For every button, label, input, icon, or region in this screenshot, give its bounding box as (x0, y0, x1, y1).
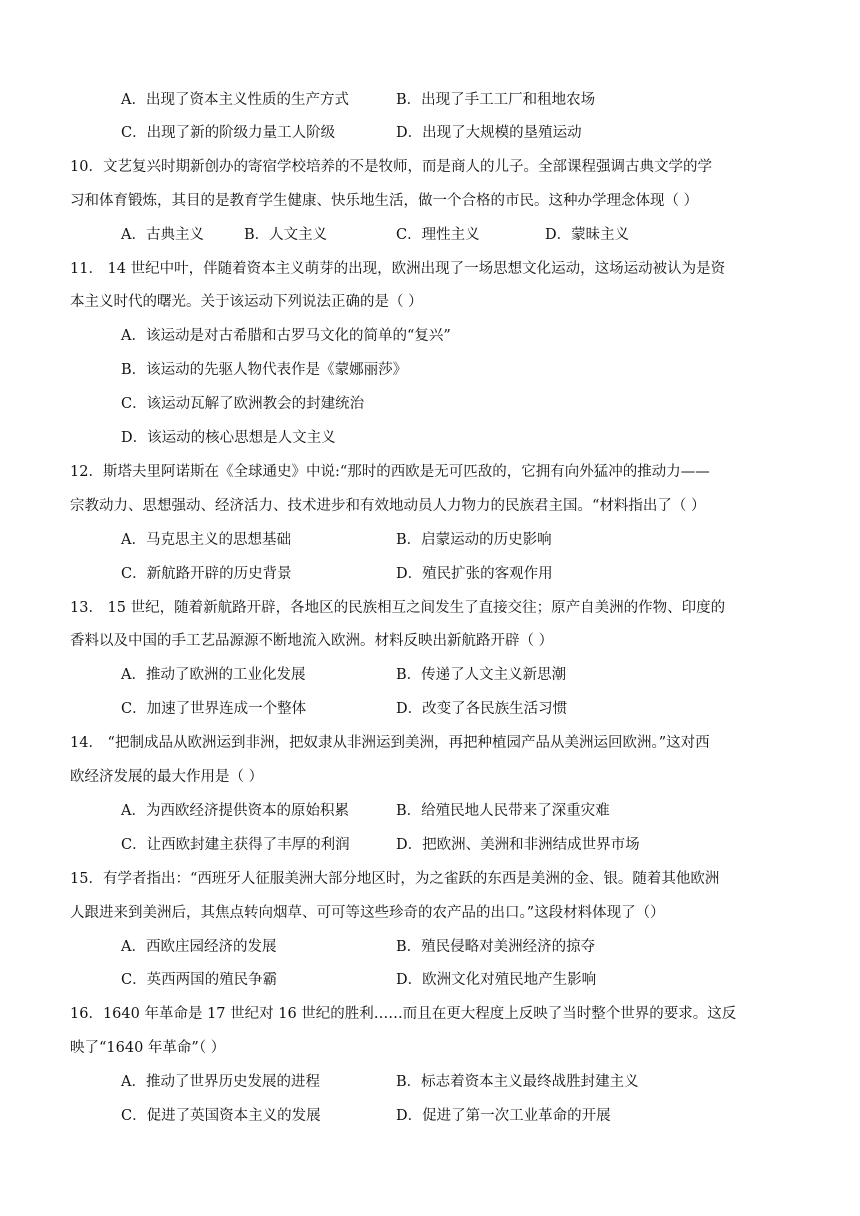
option-d: D．蒙昧主义 (545, 227, 630, 243)
question-stem-line: 13． 15 世纪，随着新航路开辟，各地区的民族相互之间发生了直接交往；原产自美洲的作物、印度的 (70, 600, 726, 616)
question-stem-line: 12．斯塔夫里阿诺斯在《全球通史》中说:“那时的西欧是无可匹敌的，它拥有向外猛冲的推动力—— (70, 464, 710, 480)
option-b: B．标志着资本主义最终战胜封建主义 (396, 1074, 639, 1090)
option-c: C．英西两国的殖民争霸 (121, 972, 278, 988)
option-b: B．传递了人文主义新思潮 (396, 667, 567, 683)
option-a: A．出现了资本主义性质的生产方式 (121, 92, 349, 108)
option-a: A．为西欧经济提供资本的原始积累 (121, 803, 349, 819)
question-stem-line: 人跟进来到美洲后，其焦点转向烟草、可可等这些珍奇的农产品的出口。”这段材料体现了（） (70, 905, 665, 921)
option-a: A．推动了欧洲的工业化发展 (121, 667, 306, 683)
option-d: D．改变了各民族生活习惯 (396, 701, 568, 717)
question-stem-line: 15．有学者指出：“西班牙人征服美洲大部分地区时，为之雀跃的东西是美洲的金、银。随着其他欧洲 (70, 871, 720, 887)
option-d: D．殖民扩张的客观作用 (396, 566, 553, 582)
option-a: A．西欧庄园经济的发展 (121, 939, 277, 955)
option-d: D．该运动的核心思想是人文主义 (121, 430, 336, 446)
option-a: A．马克思主义的思想基础 (121, 532, 291, 548)
question-stem-line: 宗教动力、思想强动、经济活力、技术进步和有效地动员人力物力的民族君主国。“材料指出了（ ） (70, 498, 706, 514)
question-stem-line: 习和体育锻炼，其目的是教育学生健康、快乐地生活，做一个合格的市民。这种办学理念体现（ ） (70, 193, 699, 209)
option-b: B．启蒙运动的历史影响 (396, 532, 552, 548)
question-stem-line: 11． 14 世纪中叶，伴随着资本主义萌芽的出现，欧洲出现了一场思想文化运动，这场运动被认为是资 (70, 261, 726, 277)
question-stem-line: 本主义时代的曙光。关于该运动下列说法正确的是（ ） (70, 294, 423, 310)
option-d: D．欧洲文化对殖民地产生影响 (396, 972, 597, 988)
option-c: C．新航路开辟的历史背景 (121, 566, 292, 582)
question-stem-line: 16．1640 年革命是 17 世纪对 16 世纪的胜利……而且在更大程度上反映了当时整个世界的要求。这反 (70, 1006, 737, 1022)
option-c: C．让西欧封建主获得了丰厚的利润 (121, 837, 350, 853)
option-a: A．该运动是对古希腊和古罗马文化的简单的“复兴” (121, 328, 451, 344)
option-b: B．人文主义 (244, 227, 328, 243)
option-a: A．推动了世界历史发展的进程 (121, 1074, 320, 1090)
option-c: C．出现了新的阶级力量工人阶级 (121, 125, 336, 141)
question-stem-line: 欧经济发展的最大作用是（ ） (70, 769, 264, 785)
question-stem-line: 10．文艺复兴时期新创办的寄宿学校培养的不是牧师，而是商人的儿子。全部课程强调古典文学的学 (70, 159, 712, 175)
question-stem-line: 14． “把制成品从欧洲运到非洲，把奴隶从非洲运到美洲，再把种植园产品从美洲运回欧洲。”这对西 (70, 735, 710, 751)
option-b: B．给殖民地人民带来了深重灾难 (396, 803, 610, 819)
option-d: D．促进了第一次工业革命的开展 (396, 1108, 611, 1124)
option-d: D．把欧洲、美洲和非洲结成世界市场 (396, 837, 640, 853)
option-b: B．殖民侵略对美洲经济的掠夺 (396, 939, 596, 955)
option-b: B．该运动的先驱人物代表作是《蒙娜丽莎》 (121, 362, 408, 378)
option-b: B．出现了手工工厂和租地农场 (396, 92, 596, 108)
option-c: C．该运动瓦解了欧洲教会的封建统治 (121, 396, 365, 412)
option-d: D．出现了大规模的垦殖运动 (396, 125, 582, 141)
question-stem-line: 映了“1640 年革命”（ ） (70, 1040, 226, 1056)
question-stem-line: 香料以及中国的手工艺品源源不断地流入欧洲。材料反映出新航路开辟（ ） (70, 633, 554, 649)
option-c: C．加速了世界连成一个整体 (121, 701, 307, 717)
option-a: A．古典主义 (121, 227, 204, 243)
option-c: C．促进了英国资本主义的发展 (121, 1108, 321, 1124)
option-c: C．理性主义 (396, 227, 480, 243)
